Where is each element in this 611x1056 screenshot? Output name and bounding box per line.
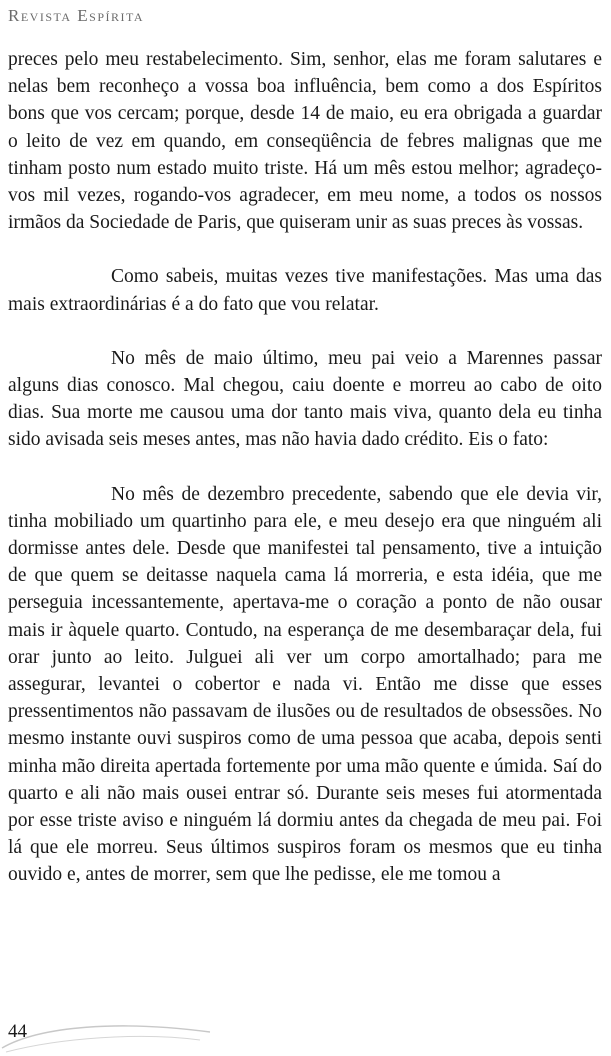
running-header: Revista Espírita — [8, 6, 145, 25]
decorative-swoosh-icon — [0, 1018, 220, 1056]
paragraph-1: preces pelo meu restabelecimento. Sim, senhor, elas me foram salutares e nelas bem reconheço a vossa boa influência, bem como a dos Espíritos bons que vos cercam; porque, desde 14 de maio, eu era obrigada a guardar o leito de vez em quando, em conseqüência de febres malignas que me tinham posto num estado muito triste. Há um mês estou melhor; agradeço-vos mil vezes, rogando-vos agradecer, em meu nome, a todos os nossos irmãos da Sociedade de Paris, que quiseram unir as suas preces às vossas. — [8, 49, 602, 234]
paragraph-2: Como sabeis, muitas vezes tive manifestações. Mas uma das mais extraordinárias é a do fato que vou relatar. — [8, 266, 602, 315]
page-number: 44 — [8, 1021, 27, 1042]
paragraph-3: No mês de maio último, meu pai veio a Marennes passar alguns dias conosco. Mal chegou, caiu doente e morreu ao cabo de oito dias. Sua morte me causou uma dor tanto mais viva, quanto dela eu tinha sido avisada seis meses antes, mas não havia dado crédito. Eis o fato: — [8, 347, 602, 451]
page-body — [8, 46, 602, 889]
paragraph-4: No mês de dezembro precedente, sabendo que ele devia vir, tinha mobiliado um quartinho para ele, e meu desejo era que ninguém ali dormisse antes dele. Desde que manifestei tal pensamento, tive a intuição de que quem se deitasse naquela cama lá morreria, e esta idéia, que me perseguia incessantemente, apertava-me o coração a ponto de não ousar mais ir àquele quarto. Contudo, na esperança de me desembaraçar dela, fui orar junto ao leito. Julguei ali ver um corpo amortalhado; para me assegurar, levantei o cobertor e nada vi. Então me disse que esses pressentimentos não passavam de ilusões ou de resultados de obsessões. No mesmo instante ouvi suspiros como de uma pessoa que acaba, depois senti minha mão direita apertada fortemente por uma mão quente e úmida. Saí do quarto e ali não mais ousei entrar só. Durante seis meses fui atormentada por esse triste aviso e ninguém lá dormiu antes da chegada de meu pai. Foi lá que ele morreu. Seus últimos suspiros foram os mesmos que eu tinha ouvido e, antes de morrer, sem que lhe pedisse, ele me tomou a — [8, 483, 602, 886]
